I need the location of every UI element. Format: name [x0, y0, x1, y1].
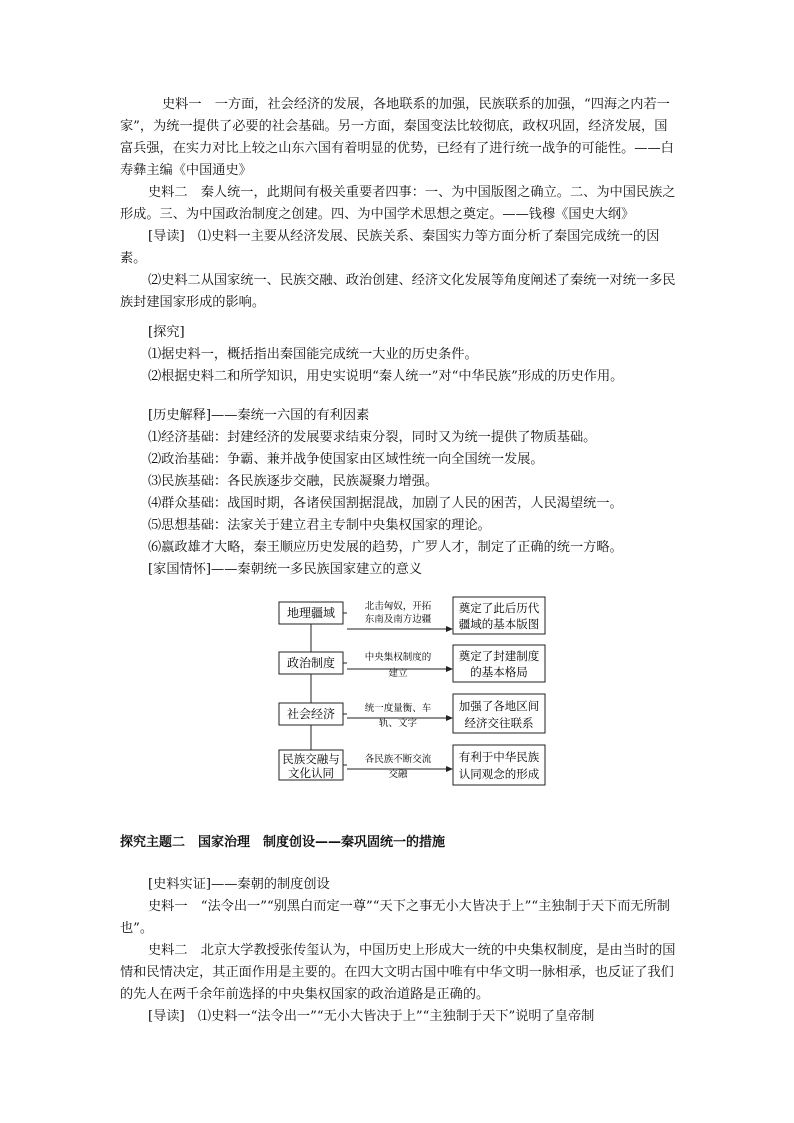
diagram-row-ethnic — [279, 745, 545, 785]
mid-label-economy-2: 轨、文字 — [378, 718, 418, 729]
arrow-head — [446, 626, 453, 632]
mid-label-ethnic-2: 交融 — [388, 769, 408, 780]
explain-title: [历史解释]——秦统一六国的有利因素 — [148, 408, 370, 423]
mid-label-politics-2: 建立 — [388, 668, 408, 679]
explore-title: [探究] — [148, 325, 185, 340]
mid-label-geography-2: 东南及南方边疆 — [364, 614, 432, 625]
mid-label-ethnic-1: 各民族不断交流 — [364, 754, 432, 765]
right-label-politics-1: 奠定了封建制度 — [458, 649, 540, 663]
right-label-ethnic-1: 有利于中华民族 — [458, 750, 540, 764]
topic-two-block — [120, 874, 680, 1028]
explore-question-1: ⑴据史料一，概括指出秦国能完成统一大业的历史条件。 — [148, 347, 478, 362]
topic-two-source-1: 史料一 “法令出一”“别黑白而定一尊”“天下之事无小大皆决于上”“主独制于天下而无所制也”。 — [120, 899, 670, 936]
explain-item: ⑹嬴政雄才大略，秦王顺应历史发展的趋势，广罗人才，制定了正确的统一方略。 — [148, 540, 623, 555]
home-country-title: [家国情怀]——秦朝统一多民族国家建立的意义 — [148, 562, 423, 577]
left-label-geography: 地理疆域 — [286, 606, 336, 620]
explain-item: ⑴经济基础：封建经济的发展要求结束分裂，同时又为统一提供了物质基础。 — [148, 430, 597, 445]
left-label-ethnic-1: 民族交融与 — [282, 752, 340, 766]
right-label-geography-2: 疆域的基本版图 — [458, 617, 540, 631]
right-label-geography-1: 奠定了此后历代 — [458, 601, 540, 615]
topic-two-guide: [导读] ⑴史料一“法令出一”“无小大皆决于上”“主独制于天下”说明了皇帝制 — [148, 1009, 595, 1024]
explain-item: ⑷群众基础：战国时期，各诸侯国割据混战，加剧了人民的困苦，人民渴望统一。 — [148, 496, 623, 511]
source-one-paragraph: 史料一 一方面，社会经济的发展，各地联系的加强，民族联系的加强，“四海之内若一家”，为统一提供了必要的社会基础。另一方面，秦国变法比较彻底，政权巩固，经济发展，国富兵强，在实力对比上较之山东六国有着明显的优势，已经有了进行统一战争的可能性。——白寿彝主编《中国通史》 — [120, 97, 674, 178]
explore-question-2: ⑵根据史料二和所学知识，用史实说明“秦人统一”对“中华民族”形成的历史作用。 — [148, 369, 624, 384]
explain-item: ⑵政治基础：争霸、兼并战争使国家由区域性统一向全国统一发展。 — [148, 452, 544, 467]
left-label-ethnic-2: 文化认同 — [288, 766, 334, 780]
right-label-politics-2: 的基本格局 — [470, 665, 528, 679]
evidence-title: [史料实证]——秦朝的制度创设 — [148, 877, 330, 892]
guide-paragraph-1: [导读] ⑴史料一主要从经济发展、民族关系、秦国实力等方面分析了秦国完成统一的因素。 — [120, 229, 660, 266]
mid-label-geography-1: 北击匈奴，开拓 — [364, 601, 432, 612]
diagram-row-politics — [279, 645, 545, 682]
right-label-economy-2: 经济交往联系 — [464, 716, 534, 730]
arrow-head — [446, 666, 453, 672]
mid-label-politics-1: 中央集权制度的 — [364, 652, 432, 663]
explain-item: ⑶民族基础：各民族逐步交融，民族凝聚力增强。 — [148, 474, 439, 489]
guide-paragraph-2: ⑵史料二从国家统一、民族交融、政治创建、经济文化发展等角度阐述了秦统一对统一多民族封建国家形成的影响。 — [120, 273, 676, 310]
mid-label-economy-1: 统一度量衡、车 — [364, 703, 432, 714]
arrow-head — [446, 766, 453, 772]
topic-two-source-2: 史料二 北京大学教授张传玺认为，中国历史上形成大一统的中央集权制度，是由当时的国情和民情决定，其正面作用是主要的。在四大文明古国中唯有中华文明一脉相承，也反证了我们的先人在两千余年前选择的中央集权国家的政治道路是正确的。 — [120, 943, 676, 1002]
source-two-paragraph: 史料二 秦人统一，此期间有极关重要者四事：一、为中国版图之确立。二、为中国民族之形成。三、为中国政治制度之创建。四、为中国学术思想之奠定。——钱穆《国史大纲》 — [120, 185, 676, 222]
right-label-economy-1: 加强了各地区间 — [458, 699, 540, 713]
arrow-head — [446, 715, 453, 721]
diagram-row-economy — [279, 694, 545, 733]
explain-item: ⑸思想基础：法家关于建立君主专制中央集权国家的理论。 — [148, 518, 491, 533]
topic-two-heading: 探究主题二 国家治理 制度创设——秦巩固统一的措施 — [120, 835, 446, 850]
left-label-economy: 社会经济 — [286, 707, 336, 721]
right-label-ethnic-2: 认同观念的形成 — [458, 767, 540, 781]
left-label-politics: 政治制度 — [286, 656, 336, 670]
diagram-row-geography — [279, 597, 545, 634]
